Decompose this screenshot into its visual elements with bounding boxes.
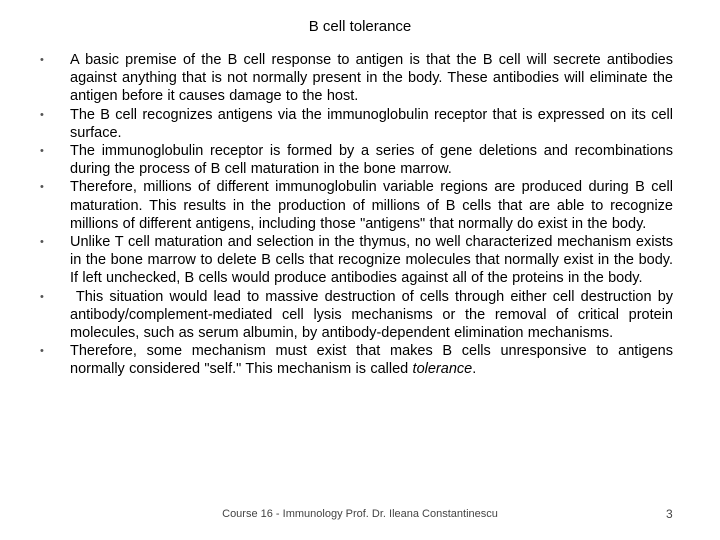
bullet-text: Therefore, some mechanism must exist that makes B cells unresponsive to antigens normally considered "self." This mechanism is called bbox=[70, 343, 673, 378]
bullet-item bbox=[40, 142, 673, 178]
bullet-icon: • bbox=[40, 108, 44, 121]
page-number: 3 bbox=[666, 507, 673, 521]
bullet-icon: • bbox=[40, 54, 44, 66]
bullet-item bbox=[40, 233, 673, 288]
bullet-item bbox=[40, 178, 673, 233]
slide-title: B cell tolerance bbox=[308, 18, 412, 35]
bullet-item bbox=[40, 288, 678, 343]
bullet-item bbox=[40, 51, 673, 106]
bullet-item bbox=[40, 342, 673, 378]
bullet-icon: • bbox=[40, 290, 44, 303]
bullet-icon: • bbox=[40, 236, 44, 249]
footer-text: Course 16 - Immunology Prof. Dr. Ileana Constantinescu bbox=[222, 508, 498, 520]
bullet-text: The immunoglobulin receptor is formed by a series of gene deletions and recombinations during the process of B cell maturation in the bone marrow. bbox=[70, 143, 673, 178]
bullet-icon: • bbox=[40, 181, 44, 194]
tolerance-emphasis: tolerance bbox=[412, 361, 473, 378]
bullet-list bbox=[40, 51, 678, 379]
bullet-icon: • bbox=[40, 345, 44, 358]
bullet-text: This situation would lead to massive destruction of cells through either cell destruction by antibody/complement-mediated cell lysis mechanisms or the removal of critical protein molecules, such as serum albumin, by antibody-dependent elimination mechanisms. bbox=[70, 288, 678, 342]
bullet-text: A basic premise of the B cell response to antigen is that the B cell will secrete antibodies against anything that is not normally present in the body. These antibodies will eliminate the antigen before it causes damage to the host. bbox=[70, 52, 673, 105]
bullet-text: Unlike T cell maturation and selection in the thymus, no well characterized mechanism exists in the bone marrow to delete B cells that recognize molecules that normally exist in the body. If left unchecked, B cells would produce antibodies against all of the proteins in the body. bbox=[70, 234, 673, 287]
bullet-text: The B cell recognizes antigens via the immunoglobulin receptor that is expressed on its cell surface. bbox=[70, 106, 673, 141]
bullet-item bbox=[40, 106, 673, 142]
bullet-text-suffix: . bbox=[472, 361, 477, 378]
bullet-text: Therefore, millions of different immunoglobulin variable regions are produced during B cell maturation. This results in the production of millions of B cells that are able to recognize millions of different antigens, including those "antigens" that normally do exist in the body. bbox=[70, 179, 673, 232]
bullet-icon: • bbox=[40, 145, 44, 158]
